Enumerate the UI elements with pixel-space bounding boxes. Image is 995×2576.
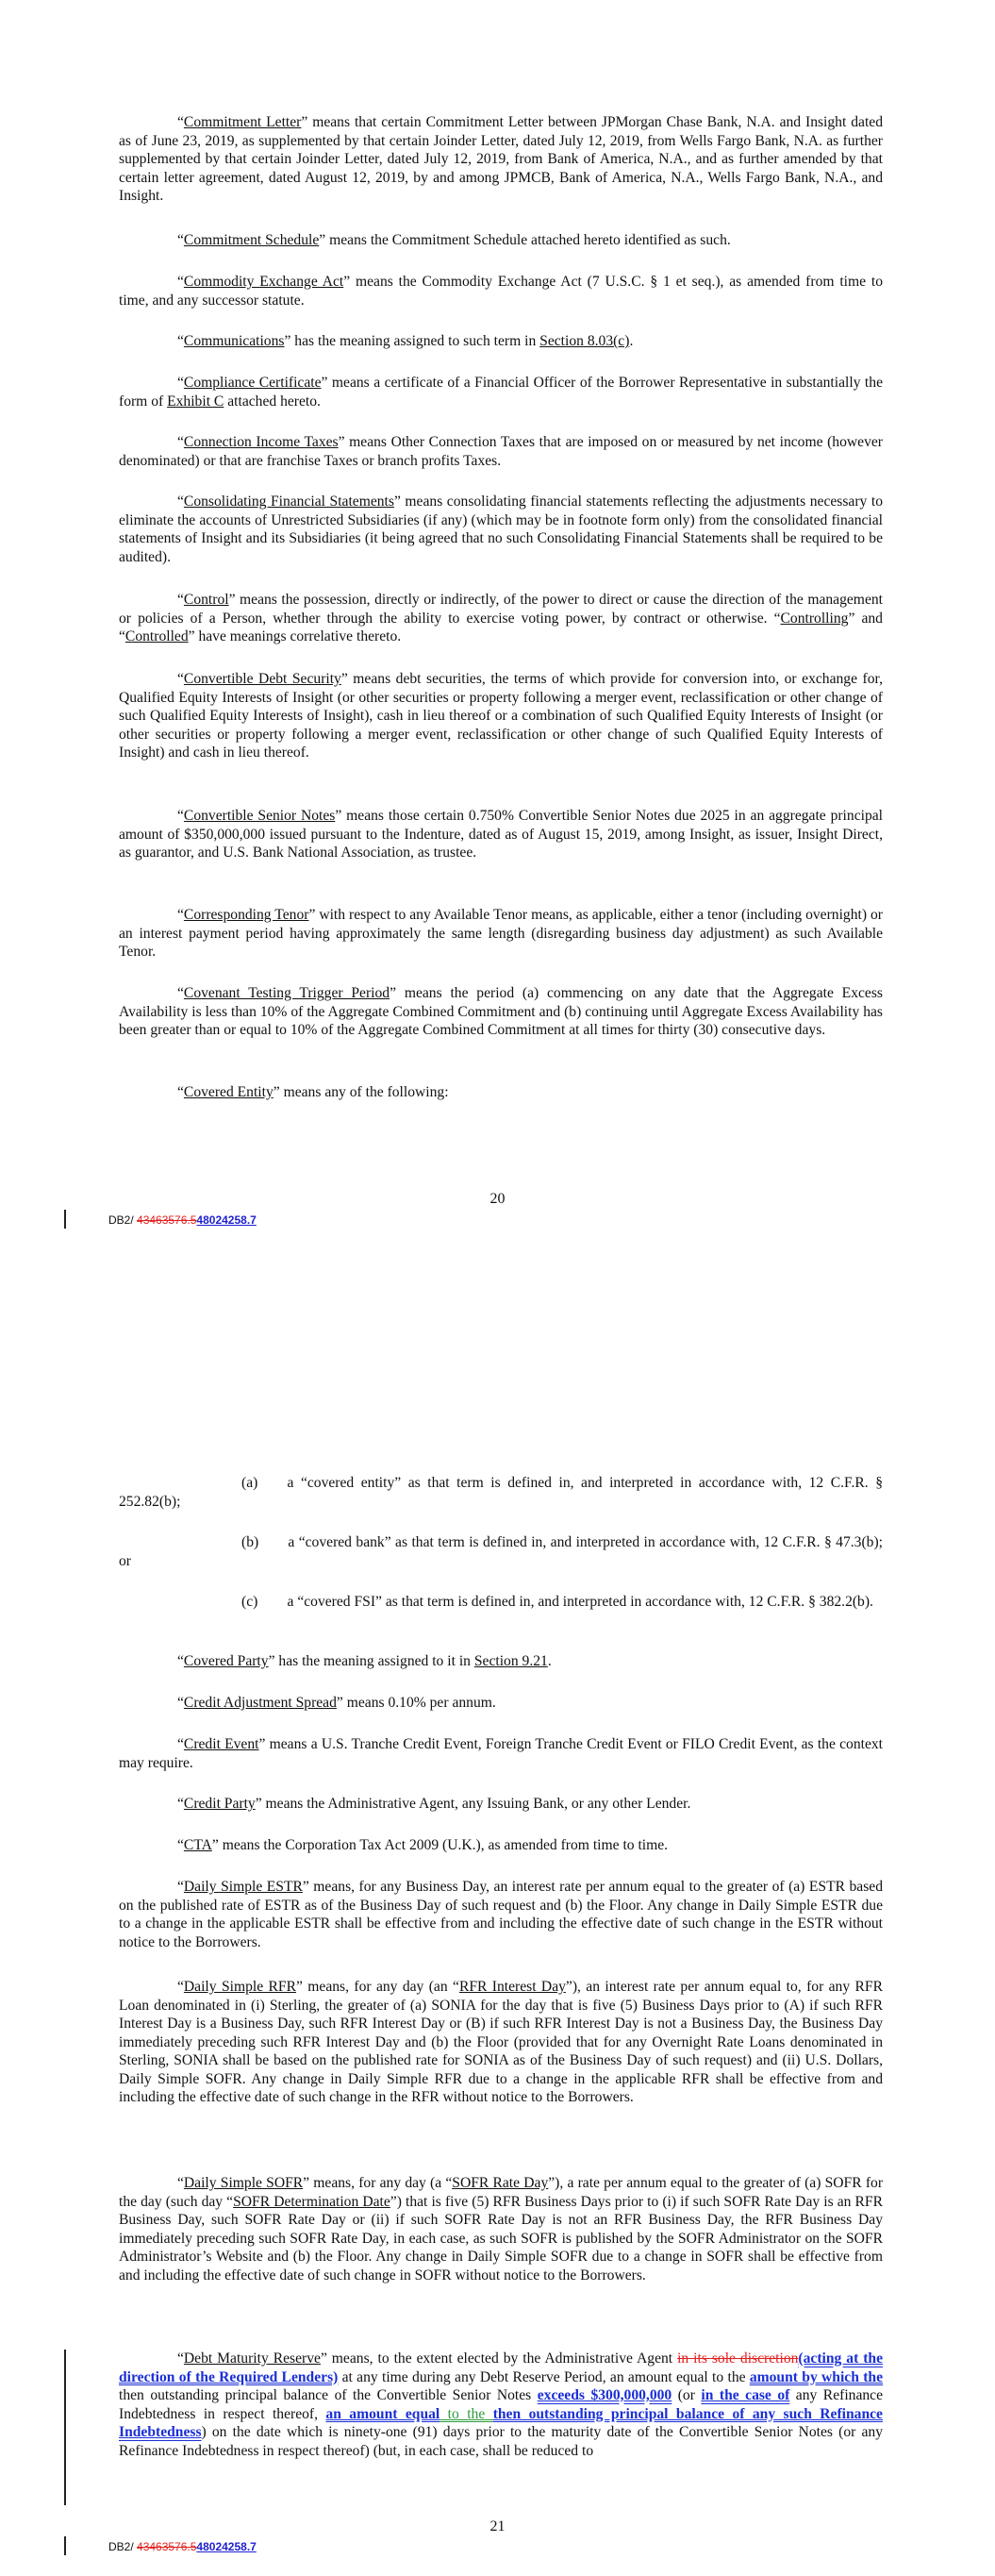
defined-term: Commodity Exchange Act	[183, 274, 344, 290]
deleted-text: in its sole discretion	[677, 2350, 799, 2367]
document-footer: DB2/ 43463576.548024258.7	[108, 2540, 257, 2553]
definition-commodity-exchange-act: “Commodity Exchange Act” means the Commodity Exchange Act (7 U.S.C. § 1 et seq.), as amended from time to time, and any successor statute.	[119, 274, 883, 309]
covered-entity-item-c: (c) a “covered FSI” as that term is defined in, and interpreted in accordance with, 12 C.F.R. § 382.2(b).	[241, 1594, 873, 1610]
definition-corresponding-tenor: “Corresponding Tenor” with respect to any Available Tenor means, as applicable, either a tenor (including overnight) or an interest payment period having approximately the same length (disregarding business day adjustment) as such Available Tenor.	[119, 907, 883, 960]
item-label: (c)	[241, 1594, 258, 1610]
defined-term: Covenant Testing Trigger Period	[183, 985, 390, 1001]
page-20	[0, 0, 995, 1246]
defined-term: Commitment Schedule	[183, 232, 320, 248]
defined-term: Compliance Certificate	[183, 375, 322, 391]
section-reference: Section 9.21	[473, 1653, 548, 1669]
change-bar	[64, 2536, 66, 2555]
inserted-text: then outstanding principal balance of any such Refinance Indebtedness	[119, 2405, 883, 2440]
defined-term: RFR Interest Day	[458, 1979, 566, 1995]
change-bar	[64, 1210, 66, 1229]
definition-debt-maturity-reserve: “Debt Maturity Reserve” means, to the extent elected by the Administrative Agent in its sole discretion(acting at the direction of the Required Lenders) at any time during any Debt Reserve Period, an amount equal to the amount by which the then outstanding principal balance of the Convertible Senior Notes exceeds $300,000,000 (or in the case of any Refinance Indebtedness in respect thereof, an amount equal to the then outstanding principal balance of any such Refinance Indebtedness) on the date which is ninety-one (91) days prior to the maturity date of the Convertible Senior Notes (or any Refinance Indebtedness in respect thereof) (but, in each case, shall be reduced to	[119, 2350, 884, 2459]
defined-term: Connection Income Taxes	[183, 434, 339, 450]
inserted-text: (acting at the direction of the Required Lenders)	[119, 2350, 884, 2385]
defined-term: SOFR Rate Day	[452, 2175, 549, 2191]
definition-commitment-schedule: “Commitment Schedule” means the Commitment Schedule attached hereto identified as such.	[177, 232, 731, 248]
covered-entity-item-b: (b) a “covered bank” as that term is defined in, and interpreted in accordance with, 12 C.F.R. § 47.3(b); or	[119, 1534, 883, 1569]
definition-daily-simple-sofr: “Daily Simple SOFR” means, for any day (a “SOFR Rate Day”), a rate per annum equal to the greater of (a) SOFR for the day (such day “SOFR Determination Date”) that is five (5) RFR Business Days prior to (i) if such SOFR Rate Day is an RFR Business Day, such SOFR Rate Day or (ii) if such SOFR Rate Day is not an RFR Business Day, the RFR Business Day immediately preceding such SOFR Rate Day, in each case, as such SOFR is published by the SOFR Administrator on the SOFR Administrator’s Website and (b) the Floor. Any change in Daily Simple SOFR due to a change in SOFR shall be effective from and including the effective date of such change in SOFR without notice to the Borrowers.	[119, 2175, 884, 2283]
defined-term: Controlling	[780, 610, 849, 627]
page-number: 21	[489, 2518, 506, 2534]
defined-term: Corresponding Tenor	[183, 907, 309, 923]
definition-daily-simple-rfr: “Daily Simple RFR” means, for any day (an “RFR Interest Day”), an interest rate per annum equal to, for any RFR Loan denominated in (i) Sterling, the greater of (a) SONIA for the day that is five (5) Business Days prior to (A) if such RFR Interest Day is a Business Day, such RFR Interest Day or (B) if such RFR Interest Day is not a Business Day, the Business Day immediately preceding such RFR Interest Day and (b) the Floor (provided that for any Overnight Rate Loans denominated in Sterling, SONIA shall be based on the published rate for SONIA as of the Business Day of such request) and (ii) U.S. Dollars, Daily Simple SOFR. Any change in Daily Simple RFR due to a change in the applicable RFR shall be effective from and including the effective date of such change in the RFR without notice to the Borrowers.	[119, 1979, 883, 2105]
defined-term: SOFR Determination Date	[233, 2193, 390, 2210]
change-bar	[64, 2350, 66, 2505]
defined-term: Daily Simple ESTR	[183, 1879, 303, 1895]
definition-credit-adjustment-spread: “Credit Adjustment Spread” means 0.10% per annum.	[177, 1695, 496, 1711]
defined-term: Controlled	[124, 628, 189, 644]
defined-term: Credit Adjustment Spread	[183, 1695, 337, 1711]
deleted-doc-id: 43463576.5	[137, 1213, 197, 1227]
defined-term: Daily Simple SOFR	[183, 2175, 304, 2191]
document-footer: DB2/ 43463576.548024258.7	[108, 1213, 257, 1227]
inserted-text: amount by which the	[749, 2368, 883, 2385]
exhibit-reference: Exhibit C	[167, 393, 224, 410]
defined-term: Communications	[183, 333, 285, 349]
defined-term: Covered Party	[183, 1653, 269, 1669]
definition-credit-party: “Credit Party” means the Administrative Agent, any Issuing Bank, or any other Lender.	[177, 1796, 691, 1812]
definition-control: “Control” means the possession, directly or indirectly, of the power to direct or cause the direction of the management or policies of a Person, whether through the ability to exercise voting power, by contract or otherwise. “Controlling” and “Controlled” have meanings correlative thereto.	[119, 592, 883, 644]
defined-term: Consolidating Financial Statements	[183, 493, 394, 510]
deleted-doc-id: 43463576.5	[137, 2540, 197, 2553]
defined-term: Covered Entity	[183, 1084, 274, 1100]
definition-communications: “Communications” has the meaning assigned to such term in Section 8.03(c).	[177, 333, 634, 349]
defined-term: Convertible Senior Notes	[183, 808, 336, 824]
definition-covenant-testing-trigger-period: “Covenant Testing Trigger Period” means the period (a) commencing on any date that the Aggregate Excess Availability is less than 10% of the Aggregate Combined Commitment and (b) continuing until Aggregate Excess Availability has been greater than or equal to 10% of the Aggregate Combined Commitment at all times for thirty (30) consecutive days.	[119, 985, 883, 1038]
definition-commitment-letter: “Commitment Letter” means that certain Commitment Letter between JPMorgan Chase Bank, N.A. and Insight dated as of June 23, 2019, as supplemented by that certain Joinder Letter, dated July 12, 2019, from Wells Fargo Bank, N.A. as further supplemented by that certain Joinder Letter, dated July 12, 2019, from Bank of America, N.A., and as further amended by that certain letter agreement, dated August 12, 2019, by and among JPMCB, Bank of America, N.A., Wells Fargo Bank, N.A., and Insight.	[119, 114, 883, 204]
inserted-text: in the case of	[701, 2387, 790, 2403]
defined-term: Daily Simple RFR	[183, 1979, 296, 1995]
definition-covered-entity: “Covered Entity” means any of the following:	[177, 1084, 449, 1100]
definition-convertible-debt-security: “Convertible Debt Security” means debt securities, the terms of which provide for conversion into, or exchange for, Qualified Equity Interests of Insight (or other securities or property following a merger event, reclassification or other change of such Qualified Equity Interests of Insight), cash in lieu thereof or a combination of such Qualified Equity Interests of Insight (or other securities or property following a merger event, reclassification or other change of such Qualified Equity Interests of Insight) and cash in lieu thereof.	[119, 671, 883, 761]
defined-term: CTA	[183, 1837, 212, 1853]
inserted-text: exceeds $300,000,000	[537, 2387, 672, 2403]
defined-term: Credit Event	[183, 1736, 259, 1752]
inserted-doc-id: 48024258.7	[196, 1213, 257, 1227]
item-label: (a)	[241, 1475, 258, 1491]
defined-term: Commitment Letter	[183, 114, 302, 130]
definition-daily-simple-estr: “Daily Simple ESTR” means, for any Business Day, an interest rate per annum equal to the greater of (a) ESTR based on the published rate of ESTR as of the Business Day of such request and (b) the Floor. Any change in Daily Simple ESTR due to a change in the applicable ESTR shall be effective from and including the effective date of such change in the ESTR without notice to the Borrowers.	[119, 1879, 883, 1950]
inserted-text: an amount equal	[325, 2405, 440, 2422]
defined-term: Control	[183, 592, 229, 608]
definition-convertible-senior-notes: “Convertible Senior Notes” means those certain 0.750% Convertible Senior Notes due 2025 in an aggregate principal amount of $350,000,000 issued pursuant to the Indenture, dated as of August 15, 2019, among Insight, as issuer, Insight Direct, as guarantor, and U.S. Bank National Association, as trustee.	[119, 808, 883, 861]
inserted-doc-id: 48024258.7	[196, 2540, 257, 2553]
moved-text: to the	[439, 2405, 493, 2422]
page-number: 20	[489, 1191, 506, 1207]
defined-term: Convertible Debt Security	[183, 671, 341, 687]
covered-entity-item-a: (a) a “covered entity” as that term is defined in, and interpreted in accordance with, 12 C.F.R. § 252.82(b);	[119, 1475, 883, 1510]
definition-covered-party: “Covered Party” has the meaning assigned to it in Section 9.21.	[177, 1653, 552, 1669]
defined-term: Debt Maturity Reserve	[183, 2350, 321, 2367]
definition-credit-event: “Credit Event” means a U.S. Tranche Credit Event, Foreign Tranche Credit Event or FILO Credit Event, as the context may require.	[119, 1736, 883, 1771]
definition-cta: “CTA” means the Corporation Tax Act 2009 (U.K.), as amended from time to time.	[177, 1837, 669, 1853]
item-label: (b)	[241, 1534, 259, 1550]
definition-connection-income-taxes: “Connection Income Taxes” means Other Connection Taxes that are imposed on or measured by net income (however denominated) or that are franchise Taxes or branch profits Taxes.	[119, 434, 883, 469]
definition-compliance-certificate: “Compliance Certificate” means a certificate of a Financial Officer of the Borrower Representative in substantially the form of Exhibit C attached hereto.	[119, 375, 883, 410]
section-reference: Section 8.03(c)	[539, 333, 630, 349]
defined-term: Credit Party	[183, 1796, 256, 1812]
definition-consolidating-financial-statements: “Consolidating Financial Statements” means consolidating financial statements reflecting the adjustments necessary to eliminate the accounts of Unrestricted Subsidiaries (if any) (which may be in footnote form only) from the consolidated financial statements of Insight and its Subsidiaries (it being agreed that no such Consolidating Financial Statements shall be required to be audited).	[119, 493, 883, 565]
page-21	[0, 1378, 995, 2576]
